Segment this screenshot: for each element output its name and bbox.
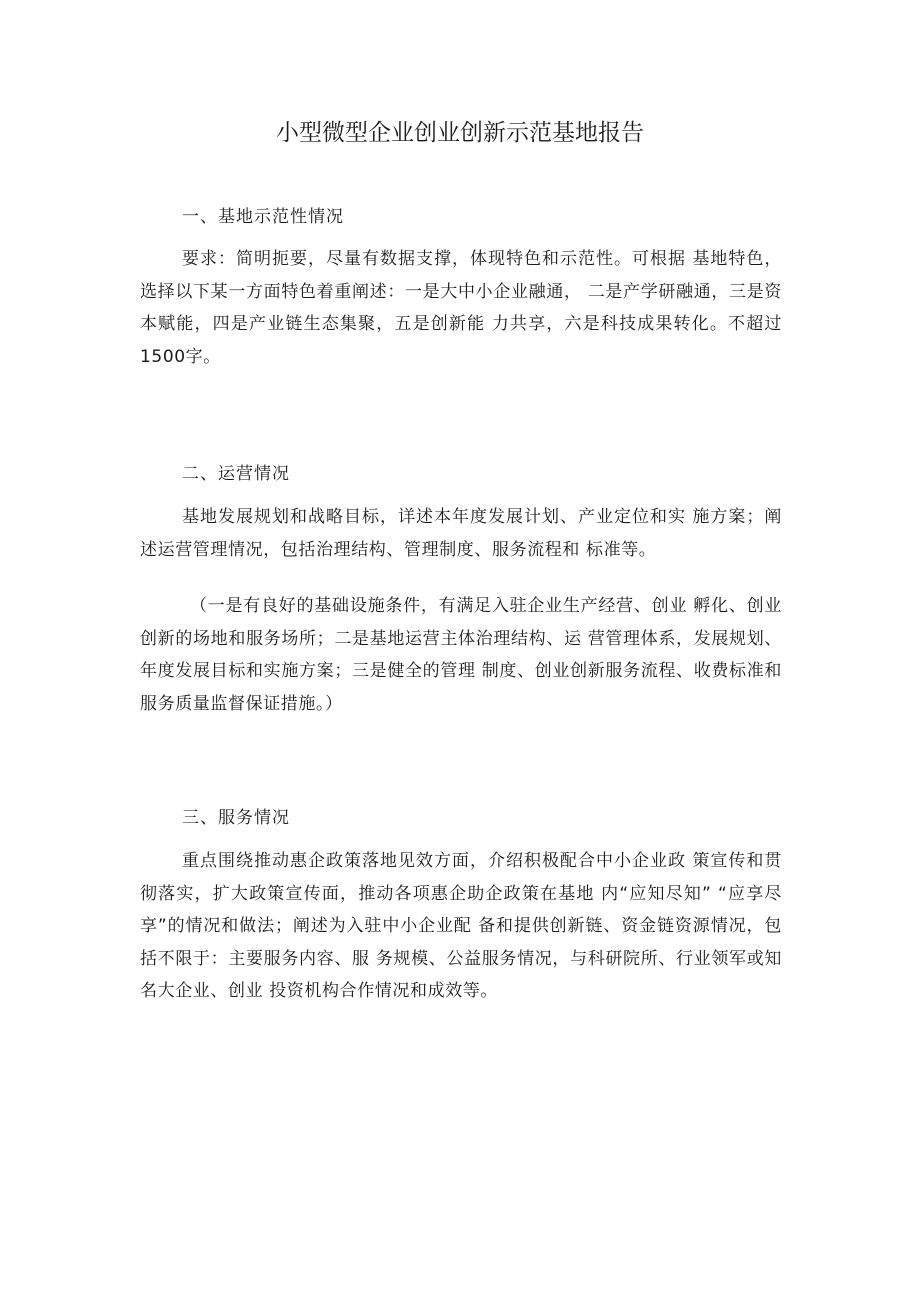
section-heading-1: 一、基地示范性情况: [182, 207, 344, 227]
section-heading-2: 二、运营情况: [182, 464, 290, 484]
section-3-paragraph: 重点围绕推动惠企政策落地见效方面，介绍积极配合中小企业政 策宣传和贯彻落实，扩大政策宣传面，推动各项惠企助企政策在基地 内“应知尽知” “应享尽享”的情况和做法；阐述为入驻中小企业配 备和提供创新链、资金链资源情况，包括不限于：主要服务内容、服 务规模、公益服务情况，与科研院所、行业领军或知名大企业、创业 投资机构合作情况和成效等。: [140, 851, 782, 1001]
section-heading-3: 三、服务情况: [182, 808, 290, 828]
section-2-paragraph-2: （一是有良好的基础设施条件，有满足入驻企业生产经营、创业 孵化、创业创新的场地和服务场所；二是基地运营主体治理结构、运 营管理体系，发展规划、年度发展目标和实施方案；三是健全的管理 制度、创业创新服务流程、收费标准和服务质量监督保证措施。）: [140, 596, 782, 714]
section-2-paragraph-1: 基地发展规划和战略目标，详述本年度发展计划、产业定位和实 施方案；阐述运营管理情况，包括治理结构、管理制度、服务流程和 标准等。: [140, 507, 782, 560]
document-title: 小型微型企业创业创新示范基地报告: [276, 120, 644, 146]
section-1-paragraph: 要求：简明扼要，尽量有数据支撑，体现特色和示范性。可根据 基地特色，选择以下某一方面特色着重阐述：一是大中小企业融通， 二是产学研融通，三是资本赋能，四是产业链生态集聚，五是创新能 力共享，六是科技成果转化。不超过1500字。: [140, 249, 782, 367]
